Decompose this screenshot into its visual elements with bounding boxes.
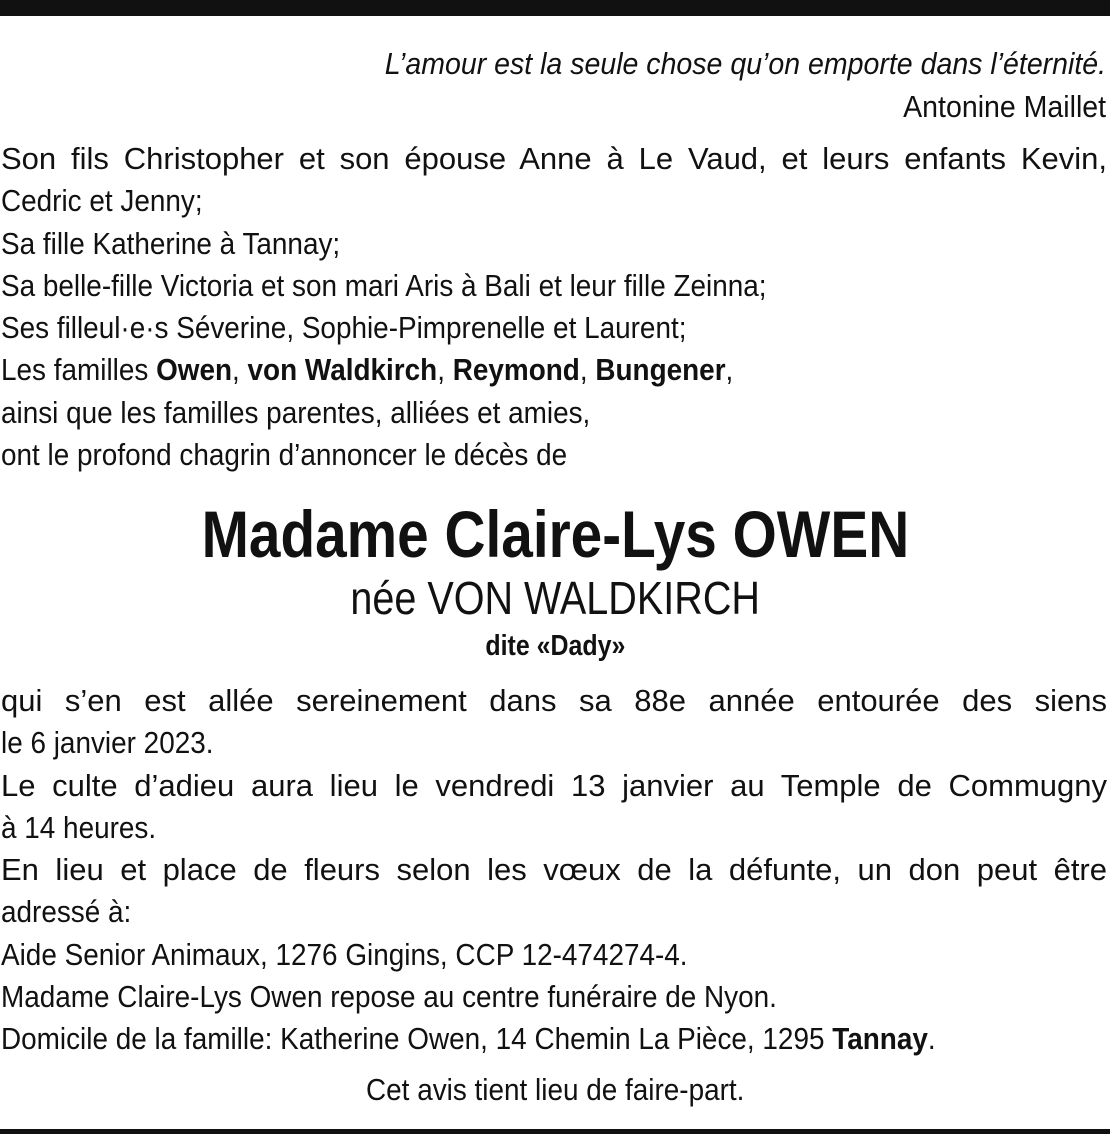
family-line: ont le profond chagrin d’annoncer le décès de: [1, 437, 568, 473]
family-name: von Waldkirch: [247, 352, 438, 388]
service-details: [1, 680, 1107, 1061]
family-names-line: Les familles Owen, von Waldkirch, Reymond, Bungener,: [1, 352, 734, 388]
family-name: Reymond: [452, 352, 580, 388]
family-address-line: Domicile de la famille: Katherine Owen, 14 Chemin La Pièce, 1295 Tannay.: [1, 1021, 936, 1057]
detail-line: le 6 janvier 2023.: [1, 725, 214, 761]
detail-line: Le culte d’adieu aura lieu le vendredi 13 janvier au Temple de Commugny: [1, 767, 1107, 803]
family-line: Sa belle-fille Victoria et son mari Aris à Bali et leur fille Zeinna;: [1, 267, 767, 303]
nickname: dite «Dady»: [484, 630, 625, 662]
family-line: Ses filleul·e·s Séverine, Sophie-Pimprenelle et Laurent;: [1, 310, 687, 346]
epigraph: [385, 42, 1106, 128]
detail-line: En lieu et place de fleurs selon les vœux de la défunte, un don peut être: [1, 852, 1107, 888]
family-name: Bungener: [595, 352, 726, 388]
family-line: Sa fille Katherine à Tannay;: [1, 225, 341, 261]
epigraph-text: L’amour est la seule chose qu’on emporte dans l’éternité.: [384, 46, 1106, 81]
epigraph-author: Antonine Maillet: [903, 89, 1106, 124]
footer-note: Cet avis tient lieu de faire-part.: [365, 1072, 745, 1107]
donation-line: Aide Senior Animaux, 1276 Gingins, CCP 12-474274-4.: [1, 936, 688, 972]
deceased-name: Madame Claire-Lys OWEN: [201, 497, 909, 571]
maiden-name: née VON WALDKIRCH: [350, 572, 760, 624]
family-line: ainsi que les familles parentes, alliées et amies,: [1, 394, 591, 430]
detail-line: Madame Claire-Lys Owen repose au centre funéraire de Nyon.: [1, 979, 777, 1015]
detail-line: à 14 heures.: [1, 809, 157, 845]
family-line: Cedric et Jenny;: [1, 183, 203, 219]
town-name: Tannay: [832, 1021, 928, 1057]
detail-line: adressé à:: [1, 894, 132, 930]
top-rule: [0, 0, 1110, 16]
family-line: Son fils Christopher et son épouse Anne à Le Vaud, et leurs enfants Kevin,: [1, 141, 1107, 176]
bottom-rule: [0, 1129, 1110, 1134]
family-name: Owen: [156, 352, 233, 388]
detail-line: qui s’en est allée sereinement dans sa 88e année entourée des siens: [1, 683, 1107, 718]
family-announcement: [1, 138, 1107, 476]
